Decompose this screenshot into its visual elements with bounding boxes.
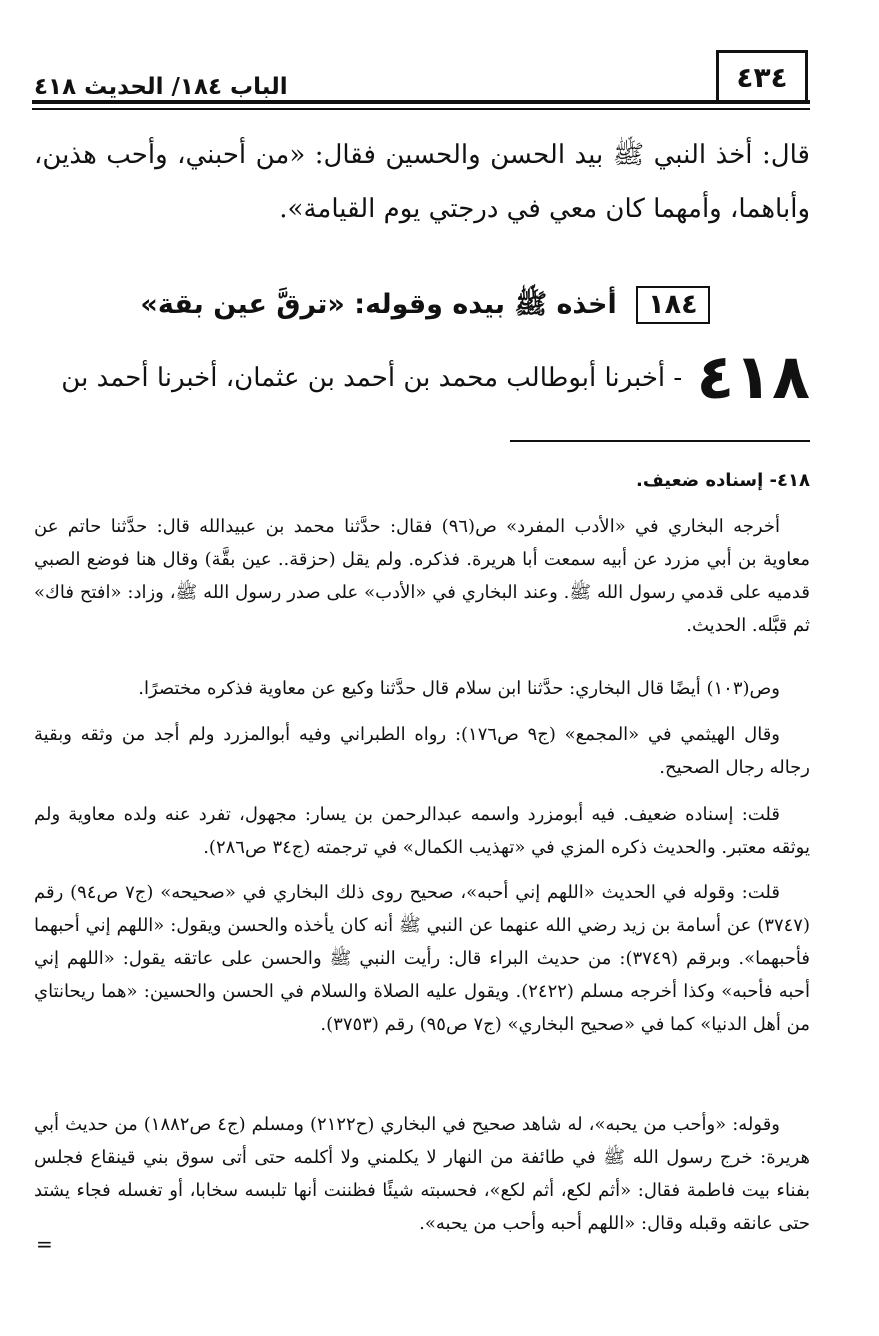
page-number: ٤٣٤ xyxy=(716,50,808,102)
chapter-heading xyxy=(130,286,720,327)
footnote-paragraph: قلت: وقوله في الحديث «اللهم إني أحبه»، صحيح روى ذلك البخاري في «صحيحه» (ج٧ ص٩٤) رقم (٣٧٤٧) عن أسامة بن زيد رضي الله عنهما عن النبي ﷺ أنه كان يأخذه والحسن ويقول: «اللهم إني أحبهما فأحبهما». وبرقم (٣٧٤٩): من حديث البراء قال: رأيت النبي ﷺ والحسن على عاتقه يقول: «اللهم إني أحبه فأحبه» وكذا أخرجه مسلم (٢٤٢٢). ويقول عليه الصلاة والسلام في الحسن والحسين: «هما ريحانتاي من أهل الدنيا» كما في «صحيح البخاري» (ج٧ ص٩٥) رقم (٣٧٥٣). xyxy=(34,882,810,1035)
footnote-separator xyxy=(510,440,810,442)
running-header-title: الباب ١٨٤/ الحديث ٤١٨ xyxy=(34,74,288,100)
continuation-mark: = xyxy=(36,1232,53,1256)
chapter-title: أخذه ﷺ بيده وقوله: «ترقَّ عين بقة» xyxy=(140,289,617,320)
footnote-paragraph: قلت: إسناده ضعيف. فيه أبومزرد واسمه عبدالرحمن بن يسار: مجهول، تفرد عنه ولده معاوية ولم يوثقه معتبر. والحديث ذكره المزي في «تهذيب الكمال» في ترجمته (ج٣٤ ص٢٨٦). xyxy=(34,804,810,858)
hadith-text: - أخبرنا أبوطالب محمد بن أحمد بن عثمان، أخبرنا أحمد بن xyxy=(61,363,683,393)
chapter-number-box: ١٨٤ xyxy=(636,286,709,324)
header-rule-thick xyxy=(32,100,810,104)
hadith-start xyxy=(34,340,810,413)
header-rule-thin xyxy=(32,108,810,110)
footnote-paragraph: أخرجه البخاري في «الأدب المفرد» ص(٩٦) فقال: حدَّثنا محمد بن عبيدالله قال: حدَّثنا حاتم عن معاوية بن أبي مزرد عن أبيه سمعت أبا هريرة. فذكره. ولم يقل (حزقة.. عين بقَّة) وقال هنا فوضع الصبي قدميه على قدمي رسول الله ﷺ. وعند البخاري في «الأدب» على صدر رسول الله ﷺ، وزاد: «افتح فاك» ثم قبَّله. الحديث. xyxy=(34,516,810,636)
footnote-heading: ٤١٨- إسناده ضعيف. xyxy=(636,470,810,491)
footnote-paragraph: وص(١٠٣) أيضًا قال البخاري: حدَّثنا ابن سلام قال حدَّثنا وكيع عن معاوية فذكره مختصرًا. xyxy=(138,678,780,699)
footnote-paragraph: وقوله: «وأحب من يحبه»، له شاهد صحيح في البخاري (ح٢١٢٢) ومسلم (ج٤ ص١٨٨٢) من حديث أبي هريرة: خرج رسول الله ﷺ في طائفة من النهار لا يكلمني ولا أكلمه حتى أتى سوق بني قينقاع فجلس بفناء بيت فاطمة فقال: «أثم لكع، أثم لكع»، فحسبته شيئًا فظننت أنها تلبسه سخابا، أو تغسله فجاء يشتد حتى عانقه وقبله وقال: «اللهم أحبه وأحب من يحبه». xyxy=(34,1114,810,1234)
hadith-number: ٤١٨ xyxy=(696,340,810,413)
main-text-paragraph: قال: أخذ النبي ﷺ بيد الحسن والحسين فقال: «من أحبني، وأحب هذين، وأباهما، وأمهما كان معي في درجتي يوم القيامة». xyxy=(34,140,810,224)
footnote-paragraph: وقال الهيثمي في «المجمع» (ج٩ ص١٧٦): رواه الطبراني وفيه أبوالمزرد ولم أجد من وثقه وبقية رجاله رجال الصحيح. xyxy=(34,724,810,778)
